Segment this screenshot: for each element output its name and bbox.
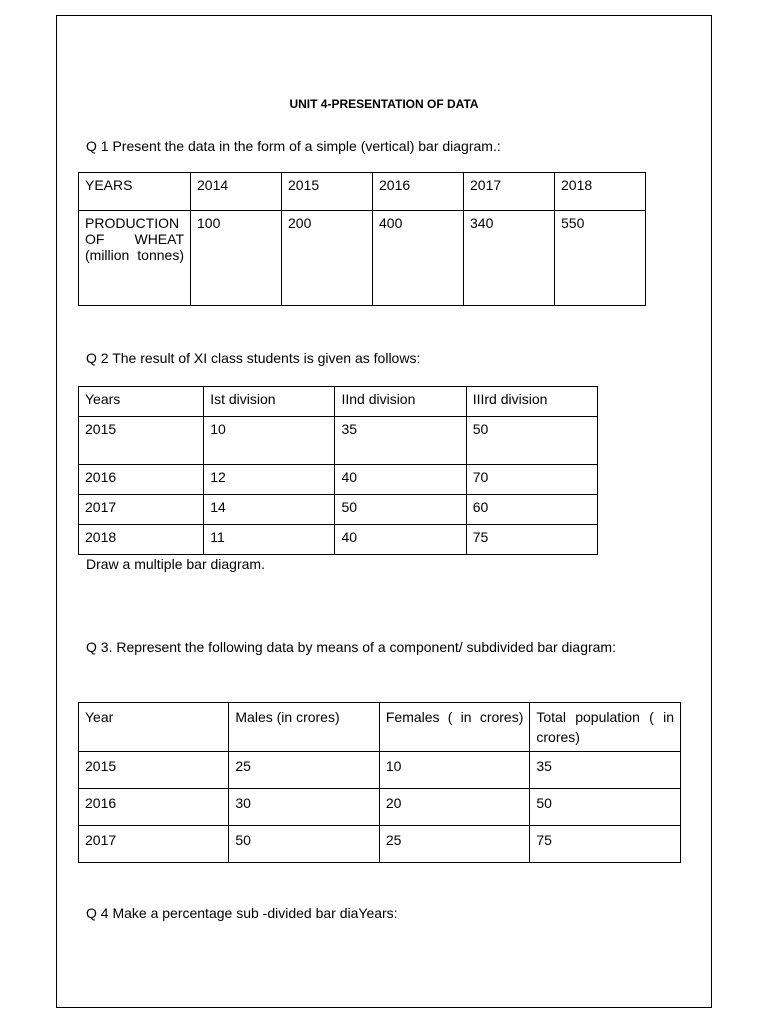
table-cell: 2018 <box>79 525 204 555</box>
student-results-table <box>78 386 598 555</box>
table-cell: 30 <box>229 789 379 826</box>
table-cell: 2015 <box>79 752 229 789</box>
table-row <box>79 752 681 789</box>
table-header-cell: IIIrd division <box>466 387 597 417</box>
table-cell: 50 <box>229 826 379 863</box>
table-cell: 400 <box>373 211 464 306</box>
page-title: UNIT 4-PRESENTATION OF DATA <box>289 97 479 111</box>
population-table <box>78 702 681 863</box>
table-cell: 10 <box>379 752 530 789</box>
table-header-cell: Total population ( in crores) <box>530 703 681 752</box>
table-cell: 50 <box>335 495 466 525</box>
question-2-instruction: Draw a multiple bar diagram. <box>86 556 265 572</box>
table-cell: 40 <box>335 525 466 555</box>
table-cell: 2016 <box>79 789 229 826</box>
table-header-cell: 2015 <box>282 173 373 211</box>
table-cell: 70 <box>466 465 597 495</box>
table-cell: 100 <box>191 211 282 306</box>
table-row <box>79 495 598 525</box>
table-header-cell: Ist division <box>204 387 335 417</box>
table-header-cell: YEARS <box>79 173 191 211</box>
table-row <box>79 465 598 495</box>
table-cell: 35 <box>335 417 466 465</box>
table-cell: 35 <box>530 752 681 789</box>
table-row-label: PRODUCTION OF WHEAT (million tonnes) <box>79 211 191 306</box>
table-row <box>79 826 681 863</box>
table-cell: 2017 <box>79 826 229 863</box>
table-cell: 12 <box>204 465 335 495</box>
question-1: Q 1 Present the data in the form of a simple (vertical) bar diagram.: <box>86 138 501 154</box>
table-cell: 75 <box>530 826 681 863</box>
table-cell: 75 <box>466 525 597 555</box>
table-header-cell: 2018 <box>555 173 646 211</box>
table-cell: 340 <box>464 211 555 306</box>
table-cell: 60 <box>466 495 597 525</box>
question-3: Q 3. Represent the following data by means of a component/ subdivided bar diagram: <box>86 639 616 655</box>
table-row <box>79 173 646 211</box>
table-row <box>79 525 598 555</box>
table-cell: 2015 <box>79 417 204 465</box>
table-cell: 200 <box>282 211 373 306</box>
table-header-cell: Year <box>79 703 229 752</box>
table-cell: 14 <box>204 495 335 525</box>
table-cell: 50 <box>530 789 681 826</box>
table-row <box>79 387 598 417</box>
table-header-cell: IInd division <box>335 387 466 417</box>
table-cell: 40 <box>335 465 466 495</box>
question-2: Q 2 The result of XI class students is given as follows: <box>86 350 421 366</box>
table-cell: 25 <box>229 752 379 789</box>
wheat-production-table <box>78 172 646 306</box>
table-cell: 50 <box>466 417 597 465</box>
table-row <box>79 211 646 306</box>
table-cell: 25 <box>379 826 530 863</box>
table-header-cell: 2017 <box>464 173 555 211</box>
table-row <box>79 703 681 752</box>
table-cell: 10 <box>204 417 335 465</box>
question-4: Q 4 Make a percentage sub -divided bar diaYears: <box>86 905 398 921</box>
table-row <box>79 789 681 826</box>
table-header-cell: 2014 <box>191 173 282 211</box>
table-header-cell: Years <box>79 387 204 417</box>
table-cell: 11 <box>204 525 335 555</box>
table-cell: 550 <box>555 211 646 306</box>
table-cell: 2016 <box>79 465 204 495</box>
table-header-cell: 2016 <box>373 173 464 211</box>
table-row <box>79 417 598 465</box>
table-cell: 20 <box>379 789 530 826</box>
table-cell: 2017 <box>79 495 204 525</box>
table-header-cell: Males (in crores) <box>229 703 379 752</box>
table-header-cell: Females ( in crores) <box>379 703 530 752</box>
